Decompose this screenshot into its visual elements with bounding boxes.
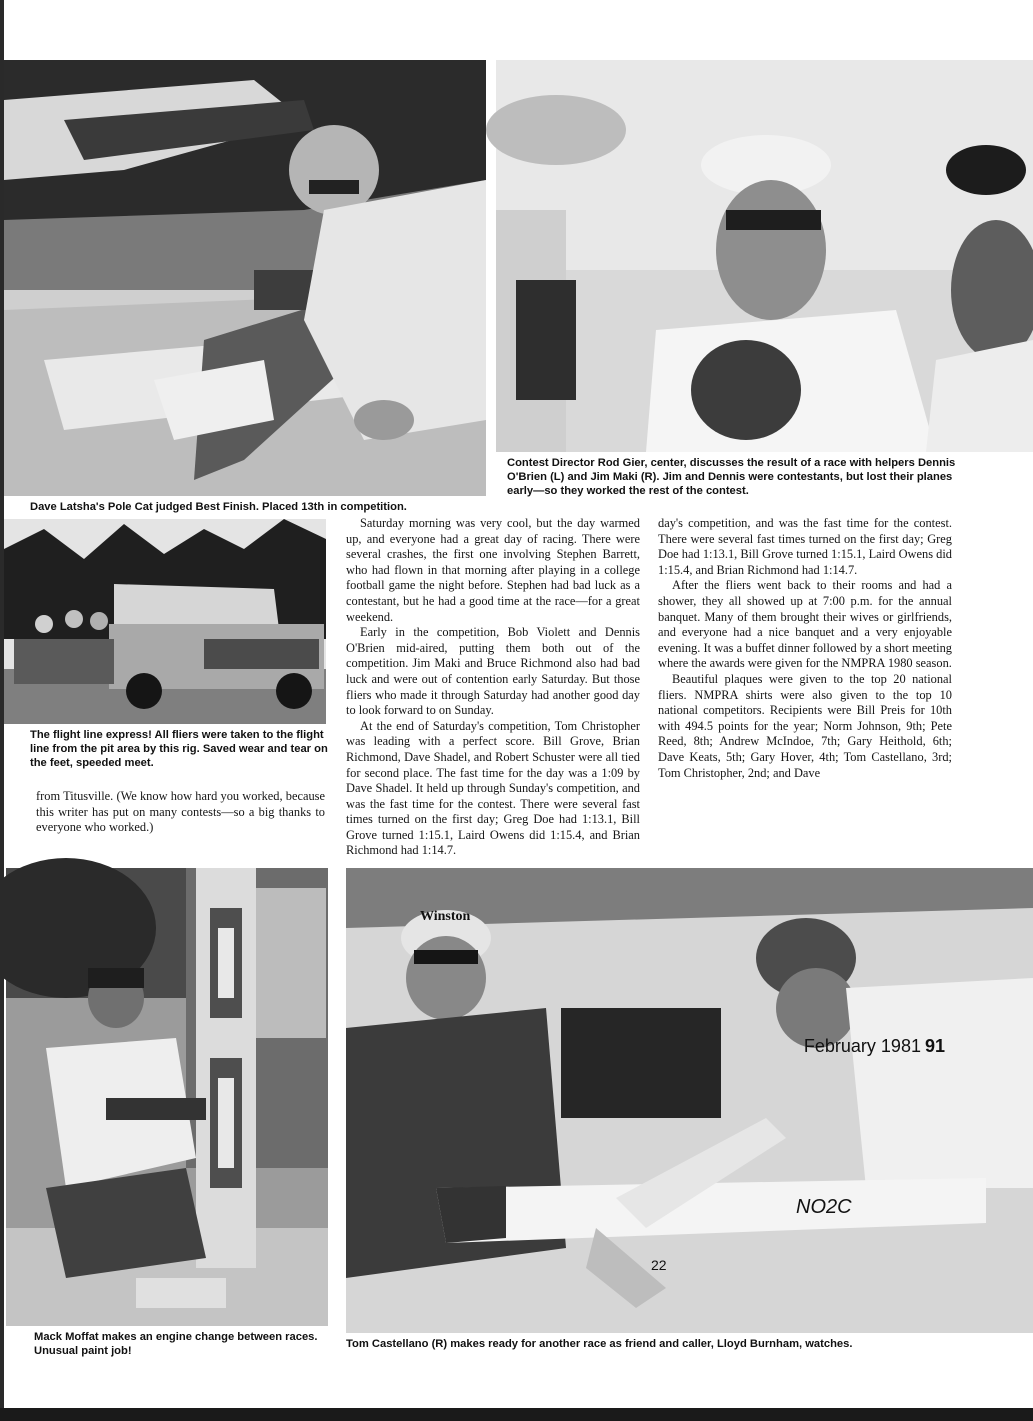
paragraph: Beautiful plaques were given to the top 20 national fliers. NMPRA shirts were also given to the top 10 national competitors. Recipients were Bill Preis for 10th with 494.5 points for the year; Norm Johnson, 9th; Pete Reed, 8th; Andrew McIndoe, 7th; Gary Heithold, 6th; Dave Keats, 5th; Gary Hover, 4th; Tom Castellano, 3rd; Tom Christopher, 2nd; and Dave	[658, 671, 952, 780]
paragraph: from Titusville. (We know how hard you worked, because this writer has put on many contests—so a big thanks to everyone who worked.)	[36, 789, 325, 835]
plane-registration-text: NO2C	[796, 1196, 852, 1218]
cap-logo-text: Winston	[420, 909, 471, 924]
caption-tom-castellano: Tom Castellano (R) makes ready for another race as friend and caller, Lloyd Burnham, watches.	[346, 1338, 853, 1350]
photo-contest-director	[496, 60, 1033, 452]
page-bottom-edge	[0, 1408, 1033, 1421]
photo-tom-castellano	[346, 868, 1033, 1333]
paragraph: Saturday morning was very cool, but the day warmed up, and everyone had a great day of racing. There were several crashes, the first one involving Stephen Barrett, who had flown in that morning after playing in a college football game the night before. Stephen had bad luck as a contestant, but he had a good time at the race—for a great weekend.	[346, 516, 640, 624]
paragraph: Early in the competition, Bob Violett and Dennis O'Brien mid-aired, putting them both out of the competition. Jim Maki and Bruce Richmond also had bad luck and were out of contention early Saturday. But those fliers who made it through Saturday had another good day to look forward to on Sunday.	[346, 625, 640, 718]
photo-pole-cat	[4, 60, 486, 496]
caption-flight-line-express: The flight line express! All fliers were taken to the flight line from the pit area by this rig. Saved wear and tear on the feet, speeded meet.	[30, 729, 328, 769]
article-column-3	[658, 516, 952, 781]
issue-date: February 1981	[803, 1036, 921, 1056]
photo-mack-moffat	[6, 868, 328, 1326]
page-number: 91	[924, 1036, 945, 1056]
paragraph: At the end of Saturday's competition, Tom Christopher was leading with a perfect score. Bill Grove, Brian Richmond, Dave Shadel, and Robert Schuster were all tied for second place. The fast time for the day was a 1:09 by Dave Shadel. It held up through Sunday's competition, and was the fast time for the contest. There were several fast times turned on the first day; Greg Doe had 1:13.1, Bill Grove turned 1:15.1, Laird Owens did 1:15.4, and Brian Richmond had 1:14.7.	[346, 718, 640, 858]
article-column-2	[346, 516, 640, 858]
paragraph: After the fliers went back to their rooms and had a shower, they all showed up at 7:00 p.m. for the annual banquet. Many of them brought their wives or girlfriends, and everyone had a nice banquet and a very enjoyable evening. It was a buffet dinner followed by a short meeting where the awards were given for the NMPRA 1980 season.	[658, 578, 952, 671]
plane-number-text: 22	[651, 1257, 667, 1273]
article-column-1	[36, 789, 325, 836]
caption-pole-cat: Dave Latsha's Pole Cat judged Best Finish. Placed 13th in competition.	[30, 501, 407, 513]
paragraph: day's competition, and was the fast time for the contest. There were several fast times turned on the first day; Greg Doe had 1:13.1, Bill Grove turned 1:15.1, Laird Owens did 1:15.4, and Brian Richmond had 1:14.7.	[658, 516, 952, 577]
caption-mack-moffat: Mack Moffat makes an engine change between races. Unusual paint job!	[34, 1331, 318, 1357]
photo-flight-line-express	[4, 519, 326, 724]
page-footer	[804, 1036, 945, 1057]
caption-contest-director: Contest Director Rod Gier, center, discusses the result of a race with helpers Dennis O'Brien (L) and Jim Maki (R). Jim and Dennis were contestants, but lost their planes early—so they worked the rest of the contest.	[507, 457, 956, 497]
